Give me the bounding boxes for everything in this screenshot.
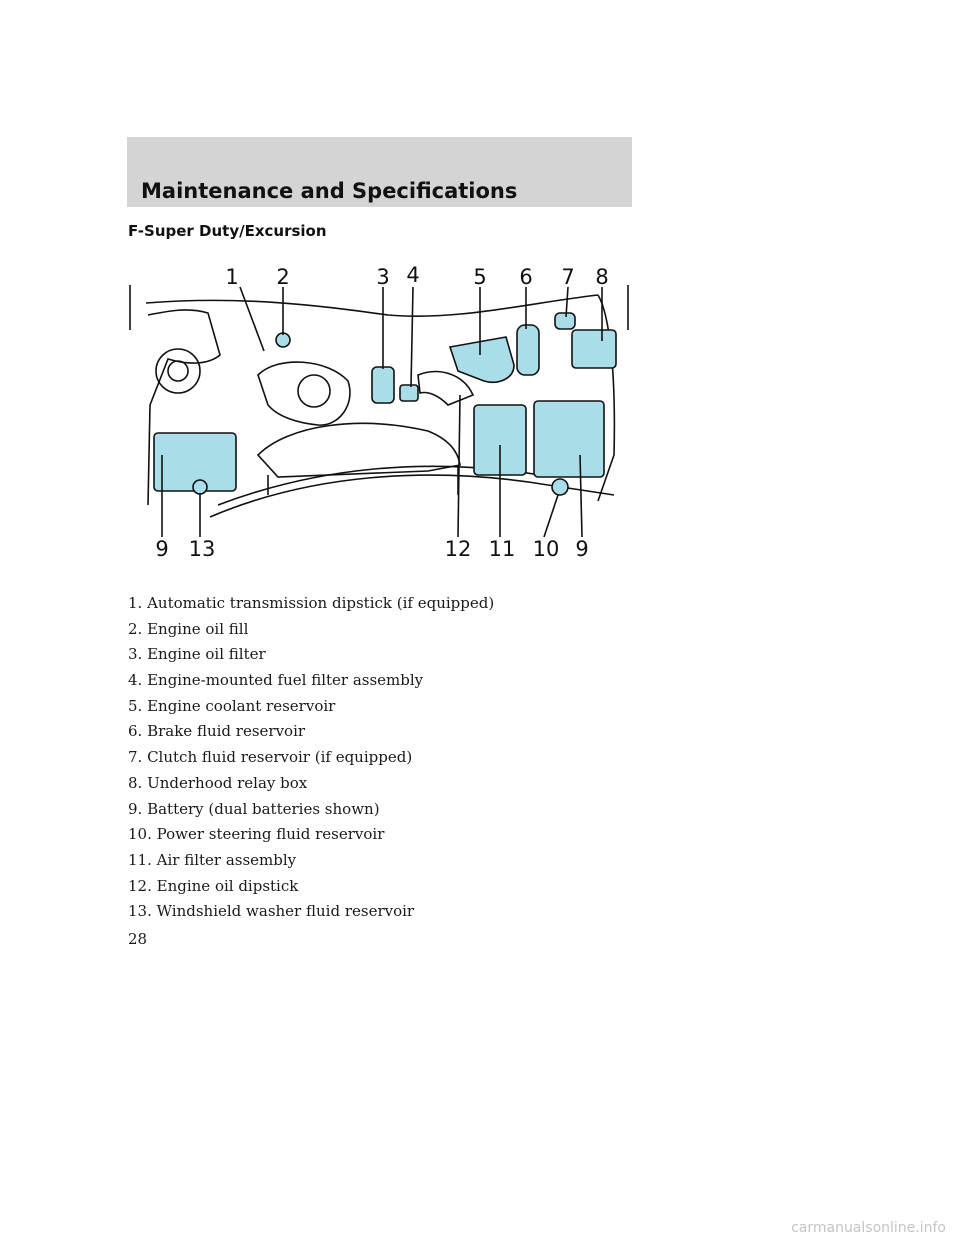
callout-13: 13 — [188, 537, 216, 561]
callout-4: 4 — [406, 263, 420, 287]
legend-item: 7. Clutch fluid reservoir (if equipped) — [128, 748, 413, 767]
coolant-reservoir — [450, 337, 514, 382]
legend-item: 11. Air filter assembly — [128, 850, 297, 869]
cowl-line — [146, 295, 598, 316]
legend-item: 1. Automatic transmission dipstick (if equipped) — [128, 594, 495, 612]
legend-item: 8. Underhood relay box — [128, 773, 308, 792]
legend-item: 6. Brake fluid reservoir — [128, 722, 306, 741]
section-header-band — [127, 137, 632, 207]
battery-right — [534, 401, 604, 477]
callout-7: 7 — [561, 265, 575, 289]
clutch-fluid-reservoir — [555, 313, 575, 329]
callout-1: 1 — [225, 265, 239, 289]
engine-compartment-diagram — [128, 255, 632, 575]
callout-8: 8 — [595, 265, 609, 289]
callout-5: 5 — [473, 265, 487, 289]
callout-3: 3 — [376, 265, 390, 289]
hood-outline — [130, 285, 628, 330]
fuel-filter — [400, 385, 418, 401]
relay-box — [572, 330, 616, 368]
watermark: carmanualsonline.info — [791, 1220, 946, 1236]
callout-9-left: 9 — [155, 537, 169, 561]
air-duct — [418, 372, 473, 405]
oil-fill-cap — [276, 333, 290, 347]
callout-9-right: 9 — [575, 537, 589, 561]
page-number: 28 — [128, 930, 148, 948]
section-title: F-Super Duty/Excursion — [128, 222, 327, 240]
intake-manifold — [258, 423, 460, 477]
callout-2: 2 — [276, 265, 290, 289]
legend-item: 3. Engine oil filter — [128, 645, 266, 664]
callout-6: 6 — [519, 265, 533, 289]
legend-item: 12. Engine oil dipstick — [128, 876, 299, 895]
brake-fluid-reservoir — [517, 325, 539, 375]
page-title: Maintenance and Specifications — [141, 179, 518, 203]
callout-12: 12 — [444, 537, 472, 561]
component-legend — [128, 594, 494, 928]
legend-item: 9. Battery (dual batteries shown) — [128, 799, 380, 818]
legend-item: 4. Engine-mounted fuel filter assembly — [128, 671, 424, 690]
legend-item: 2. Engine oil fill — [128, 619, 249, 638]
washer-reservoir-cap — [193, 480, 207, 494]
legend-item: 13. Windshield washer fluid reservoir — [128, 902, 415, 921]
callout-10: 10 — [532, 537, 560, 561]
legend-item: 10. Power steering fluid reservoir — [128, 825, 385, 844]
oil-filter — [372, 367, 394, 403]
callout-11: 11 — [488, 537, 516, 561]
turbo-housing — [258, 362, 350, 425]
legend-item: 5. Engine coolant reservoir — [128, 696, 336, 715]
power-steering-cap — [552, 479, 568, 495]
